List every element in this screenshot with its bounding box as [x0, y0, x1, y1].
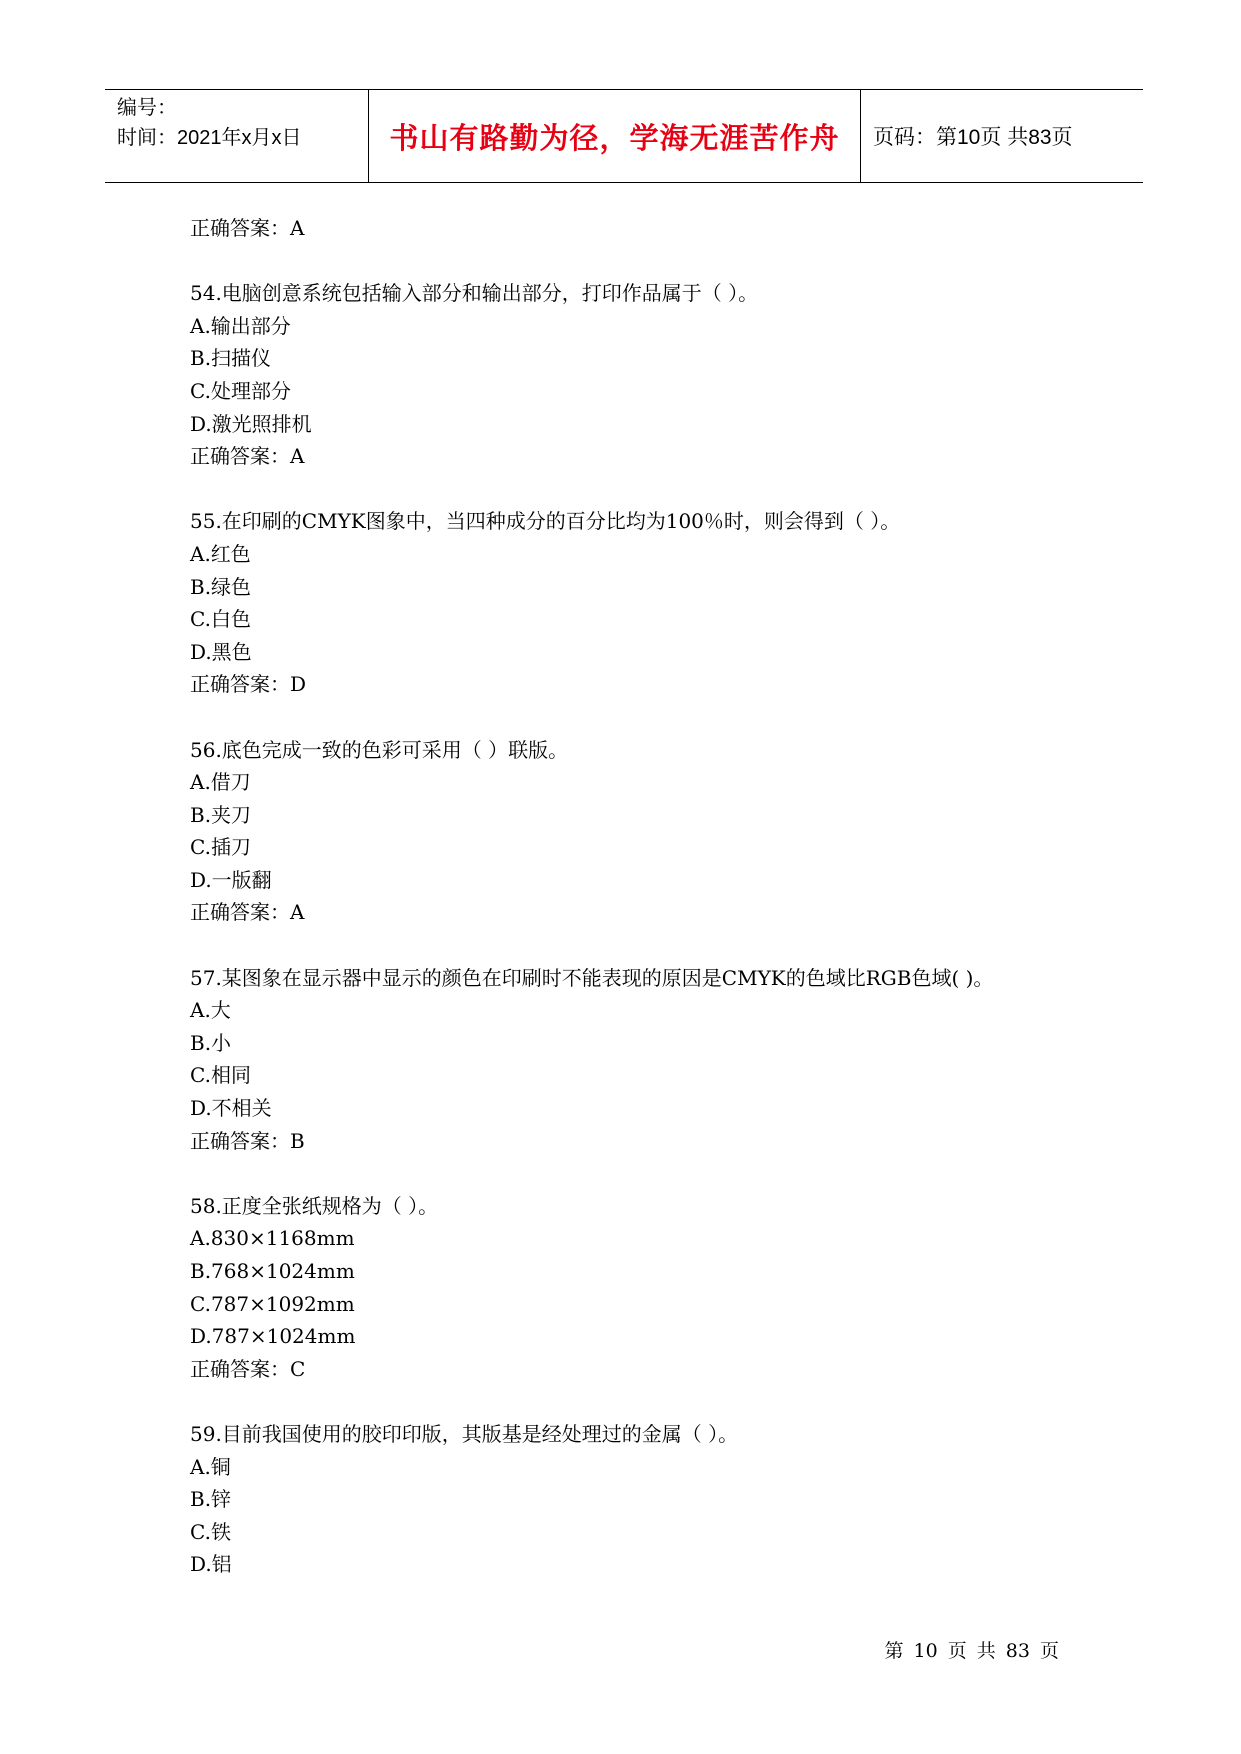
header-info-cell — [105, 90, 369, 182]
option-a: A.红色 — [190, 541, 251, 566]
option-b: B.扫描仪 — [190, 346, 272, 371]
question-stem: 59.目前我国使用的胶印印版，其版基是经处理过的金属（ ）。 — [190, 1421, 739, 1446]
option-a: A.借刀 — [190, 770, 251, 795]
header-page-code: 页码：第10页 共83页 — [873, 126, 1073, 149]
correct-answer: 正确答案：A — [190, 900, 305, 925]
option-d: D.激光照排机 — [190, 411, 312, 436]
correct-answer: 正确答案：D — [190, 672, 307, 697]
option-a: A.大 — [190, 998, 231, 1023]
option-d: D.不相关 — [190, 1096, 272, 1121]
question-stem: 57.某图象在显示器中显示的颜色在印刷时不能表现的原因是CMYK的色域比RGB色域( )。 — [190, 965, 994, 990]
question-stem: 55.在印刷的CMYK图象中，当四种成分的百分比均为100％时，则会得到（ ）。 — [190, 509, 901, 534]
option-b: B.夹刀 — [190, 802, 252, 827]
question-block — [190, 962, 1110, 1158]
question-block — [190, 505, 1110, 701]
question-block — [190, 734, 1110, 930]
correct-answer: 正确答案：A — [190, 444, 305, 469]
option-a: A.输出部分 — [190, 313, 291, 338]
header-motto: 书山有路勤为径，学海无涯苦作舟 — [369, 90, 861, 182]
question-list — [190, 212, 1110, 1581]
number-label: 编号： — [117, 97, 177, 119]
correct-answer: 正确答案：B — [190, 1128, 305, 1153]
option-d: D.黑色 — [190, 639, 252, 664]
option-a: A.铜 — [190, 1454, 231, 1479]
option-c: C.处理部分 — [190, 378, 291, 403]
option-d: D.一版翻 — [190, 867, 272, 892]
question-block — [190, 277, 1110, 473]
question-block — [190, 1418, 1110, 1581]
option-c: C.铁 — [190, 1519, 231, 1544]
option-c: C.787×1092mm — [190, 1291, 355, 1316]
page-header — [105, 89, 1143, 183]
page-footer: 第 10 页 共 83 页 — [884, 1640, 1059, 1662]
option-d: D.787×1024mm — [190, 1324, 356, 1349]
question-stem: 58.正度全张纸规格为（ ）。 — [190, 1193, 439, 1218]
question-stem: 56.底色完成一致的色彩可采用（ ）联版。 — [190, 737, 569, 762]
question-stem: 54.电脑创意系统包括输入部分和输出部分，打印作品属于（ ）。 — [190, 281, 759, 306]
option-b: B.锌 — [190, 1487, 232, 1512]
option-b: B.小 — [190, 1030, 232, 1055]
correct-answer: 正确答案：C — [190, 1356, 306, 1381]
time-label: 时间：2021年x月x日 — [117, 127, 302, 149]
previous-answer: 正确答案：A — [190, 216, 305, 240]
option-a: A.830×1168mm — [190, 1226, 355, 1251]
question-block — [190, 1190, 1110, 1386]
option-c: C.白色 — [190, 607, 251, 632]
option-c: C.相同 — [190, 1063, 251, 1088]
option-b: B.768×1024mm — [190, 1259, 355, 1283]
option-d: D.铝 — [190, 1552, 232, 1577]
option-c: C.插刀 — [190, 835, 251, 860]
option-b: B.绿色 — [190, 574, 252, 599]
